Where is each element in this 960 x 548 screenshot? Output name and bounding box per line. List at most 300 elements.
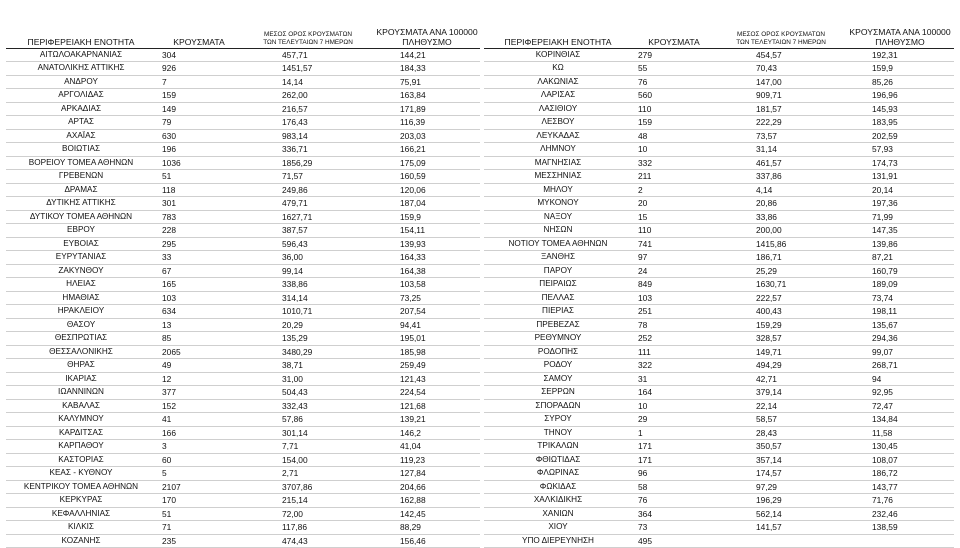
cases-cell: 304 [156,48,242,62]
table-row [6,318,480,332]
average-cell: 337,86 [716,170,846,184]
average-cell: 400,43 [716,305,846,319]
average-cell: 28,43 [716,426,846,440]
region-name-cell: ΡΕΘΥΜΝΟΥ [484,332,632,346]
per-100k-cell: 73,25 [374,291,480,305]
table-row [484,210,954,224]
cases-cell: 67 [156,264,242,278]
average-cell: 314,14 [242,291,374,305]
table-row [484,453,954,467]
region-name-cell: ΣΥΡΟΥ [484,413,632,427]
average-cell: 141,57 [716,521,846,535]
region-name-cell: ΚΑΡΠΑΘΟΥ [6,440,156,454]
region-name-cell: ΑΡΤΑΣ [6,116,156,130]
column-header-cases: ΚΡΟΥΣΜΑΤΑ [156,12,242,48]
region-name-cell: ΗΛΕΙΑΣ [6,278,156,292]
table-row [484,251,954,265]
average-cell: 3480,29 [242,345,374,359]
average-cell: 159,29 [716,318,846,332]
table-row [6,453,480,467]
cases-cell: 29 [632,413,716,427]
table-row [6,129,480,143]
region-name-cell: ΑΡΚΑΔΙΑΣ [6,102,156,116]
average-cell: 379,14 [716,386,846,400]
region-name-cell: ΒΟΡΕΙΟΥ ΤΟΜΕΑ ΑΘΗΝΩΝ [6,156,156,170]
table-row [6,372,480,386]
table-row [484,89,954,103]
per-100k-cell: 103,58 [374,278,480,292]
cases-cell: 85 [156,332,242,346]
header-line: ΤΩΝ ΤΕΛΕΥΤΑΙΩΝ 7 ΗΜΕΡΩΝ [736,38,826,46]
table-row [484,426,954,440]
average-cell: 1010,71 [242,305,374,319]
region-name-cell: ΔΥΤΙΚΗΣ ΑΤΤΙΚΗΣ [6,197,156,211]
average-cell: 479,71 [242,197,374,211]
per-100k-cell: 198,11 [846,305,954,319]
per-100k-cell: 187,04 [374,197,480,211]
average-cell: 1630,71 [716,278,846,292]
per-100k-cell: 85,26 [846,75,954,89]
region-name-cell: ΤΗΝΟΥ [484,426,632,440]
cases-cell: 295 [156,237,242,251]
region-name-cell: ΚΟΡΙΝΘΙΑΣ [484,48,632,62]
region-name-cell: ΞΑΝΘΗΣ [484,251,632,265]
per-100k-cell: 99,07 [846,345,954,359]
region-name-cell: ΑΙΤΩΛΟΑΚΑΡΝΑΝΙΑΣ [6,48,156,62]
table-row [6,170,480,184]
cases-cell: 211 [632,170,716,184]
region-name-cell: ΛΗΜΝΟΥ [484,143,632,157]
region-name-cell: ΑΡΓΟΛΙΔΑΣ [6,89,156,103]
per-100k-cell: 135,67 [846,318,954,332]
average-cell: 58,57 [716,413,846,427]
per-100k-cell: 142,45 [374,507,480,521]
region-name-cell: ΛΑΡΙΣΑΣ [484,89,632,103]
table-row [6,291,480,305]
average-cell: 73,57 [716,129,846,143]
cases-cell: 634 [156,305,242,319]
average-cell: 147,00 [716,75,846,89]
region-name-cell: ΕΥΡΥΤΑΝΙΑΣ [6,251,156,265]
cases-cell: 103 [632,291,716,305]
region-name-cell: ΦΩΚΙΔΑΣ [484,480,632,494]
per-100k-cell: 144,21 [374,48,480,62]
per-100k-cell: 159,9 [374,210,480,224]
cases-cell: 159 [156,89,242,103]
cases-cell: 55 [632,62,716,76]
cases-cell: 322 [632,359,716,373]
per-100k-cell: 147,35 [846,224,954,238]
per-100k-cell: 143,77 [846,480,954,494]
cases-cell: 165 [156,278,242,292]
cases-cell: 73 [632,521,716,535]
region-name-cell: ΤΡΙΚΑΛΩΝ [484,440,632,454]
table-row [484,413,954,427]
region-name-cell: ΘΑΣΟΥ [6,318,156,332]
table-row [484,372,954,386]
average-cell [716,534,846,548]
per-100k-cell: 174,73 [846,156,954,170]
average-cell: 350,57 [716,440,846,454]
region-name-cell: ΦΘΙΩΤΙΔΑΣ [484,453,632,467]
region-name-cell: ΧΙΟΥ [484,521,632,535]
average-cell: 596,43 [242,237,374,251]
average-cell: 504,43 [242,386,374,400]
cases-cell: 110 [632,102,716,116]
average-cell: 909,71 [716,89,846,103]
table-row [484,264,954,278]
per-100k-cell: 164,38 [374,264,480,278]
cases-cell: 171 [632,453,716,467]
region-name-cell: ΣΑΜΟΥ [484,372,632,386]
table-row [6,521,480,535]
region-name-cell: ΒΟΙΩΤΙΑΣ [6,143,156,157]
region-name-cell: ΛΕΥΚΑΔΑΣ [484,129,632,143]
per-100k-cell: 159,9 [846,62,954,76]
region-name-cell: ΑΝΑΤΟΛΙΚΗΣ ΑΤΤΙΚΗΣ [6,62,156,76]
average-cell: 196,29 [716,494,846,508]
average-cell: 222,29 [716,116,846,130]
per-100k-cell: 94 [846,372,954,386]
region-name-cell: ΝΟΤΙΟΥ ΤΟΜΕΑ ΑΘΗΝΩΝ [484,237,632,251]
per-100k-cell: 192,31 [846,48,954,62]
region-name-cell: ΝΑΞΟΥ [484,210,632,224]
average-cell: 457,71 [242,48,374,62]
cases-cell: 33 [156,251,242,265]
per-100k-cell: 94,41 [374,318,480,332]
header-line: ΤΩΝ ΤΕΛΕΥΤΑΙΩΝ 7 ΗΜΕΡΩΝ [263,38,353,46]
average-cell: 57,86 [242,413,374,427]
table-row [6,467,480,481]
region-name-cell: ΥΠΟ ΔΙΕΡΕΥΝΗΣΗ [484,534,632,548]
table-row [484,197,954,211]
column-header-cases: ΚΡΟΥΣΜΑΤΑ [632,12,716,48]
average-cell: 1627,71 [242,210,374,224]
region-name-cell: ΚΕΑΣ - ΚΥΘΝΟΥ [6,467,156,481]
table-row [6,89,480,103]
cases-cell: 301 [156,197,242,211]
cases-cell: 2065 [156,345,242,359]
average-cell: 25,29 [716,264,846,278]
region-name-cell: ΚΕΝΤΡΙΚΟΥ ΤΟΜΕΑ ΑΘΗΝΩΝ [6,480,156,494]
average-cell: 31,14 [716,143,846,157]
average-cell: 4,14 [716,183,846,197]
average-cell: 336,71 [242,143,374,157]
per-100k-cell: 207,54 [374,305,480,319]
average-cell: 149,71 [716,345,846,359]
per-100k-cell: 183,95 [846,116,954,130]
table-row [6,426,480,440]
average-cell: 332,43 [242,399,374,413]
average-cell: 36,00 [242,251,374,265]
average-cell: 99,14 [242,264,374,278]
cases-cell: 279 [632,48,716,62]
average-cell: 174,57 [716,467,846,481]
per-100k-cell: 203,03 [374,129,480,143]
table-row [484,318,954,332]
region-name-cell: ΚΕΡΚΥΡΑΣ [6,494,156,508]
region-name-cell: ΚΑΡΔΙΤΣΑΣ [6,426,156,440]
header-line: ΚΡΟΥΣΜΑΤΑ ΑΝΑ 100000 [376,26,478,37]
cases-cell: 78 [632,318,716,332]
column-header-region: ΠΕΡΙΦΕΡΕΙΑΚΗ ΕΝΟΤΗΤΑ [6,12,156,48]
region-name-cell: ΛΑΚΩΝΙΑΣ [484,75,632,89]
cases-cell: 2107 [156,480,242,494]
column-header-7day-average [242,12,374,48]
average-cell: 1856,29 [242,156,374,170]
average-cell: 200,00 [716,224,846,238]
column-header-region: ΠΕΡΙΦΕΡΕΙΑΚΗ ΕΝΟΤΗΤΑ [484,12,632,48]
average-cell: 42,71 [716,372,846,386]
cases-cell: 111 [632,345,716,359]
table-row [6,480,480,494]
per-100k-cell: 57,93 [846,143,954,157]
region-name-cell: ΝΗΣΩΝ [484,224,632,238]
region-name-cell: ΚΑΛΥΜΝΟΥ [6,413,156,427]
per-100k-cell: 71,76 [846,494,954,508]
average-cell: 3707,86 [242,480,374,494]
per-100k-cell: 197,36 [846,197,954,211]
per-100k-cell: 154,11 [374,224,480,238]
average-cell: 301,14 [242,426,374,440]
cases-cell: 2 [632,183,716,197]
cases-cell: 118 [156,183,242,197]
region-name-cell: ΚΑΣΤΟΡΙΑΣ [6,453,156,467]
region-name-cell: ΠΡΕΒΕΖΑΣ [484,318,632,332]
average-cell: 33,86 [716,210,846,224]
per-100k-cell: 160,59 [374,170,480,184]
cases-cell: 7 [156,75,242,89]
average-cell: 2,71 [242,467,374,481]
average-cell: 14,14 [242,75,374,89]
cases-cell: 51 [156,507,242,521]
cases-cell: 97 [632,251,716,265]
per-100k-cell: 146,2 [374,426,480,440]
region-name-cell: ΜΗΛΟΥ [484,183,632,197]
average-cell: 20,86 [716,197,846,211]
cases-cell: 3 [156,440,242,454]
header-row [484,12,954,48]
average-cell: 181,57 [716,102,846,116]
per-100k-cell: 164,33 [374,251,480,265]
cases-cell: 96 [632,467,716,481]
table-row [484,345,954,359]
cases-cell: 76 [632,75,716,89]
table-row [6,143,480,157]
per-100k-cell: 92,95 [846,386,954,400]
region-name-cell: ΜΥΚΟΝΟΥ [484,197,632,211]
per-100k-cell [846,534,954,548]
column-header-7day-average [716,12,846,48]
header-line: ΠΛΗΘΥΣΜΟ [402,36,452,47]
region-name-cell: ΗΡΑΚΛΕΙΟΥ [6,305,156,319]
table-row [6,183,480,197]
cases-cell: 24 [632,264,716,278]
region-name-cell: ΚΩ [484,62,632,76]
average-cell: 71,57 [242,170,374,184]
average-cell: 31,00 [242,372,374,386]
cases-cell: 58 [632,480,716,494]
table-body-right [484,48,954,548]
table-row [484,332,954,346]
cases-cell: 364 [632,507,716,521]
region-name-cell: ΚΕΦΑΛΛΗΝΙΑΣ [6,507,156,521]
table-row [484,48,954,62]
cases-table-left [6,12,480,548]
table-row [484,129,954,143]
average-cell: 97,29 [716,480,846,494]
table-row [6,251,480,265]
cases-cell: 110 [632,224,716,238]
average-cell: 328,57 [716,332,846,346]
region-name-cell: ΘΕΣΣΑΛΟΝΙΚΗΣ [6,345,156,359]
cases-cell: 235 [156,534,242,548]
per-100k-cell: 73,74 [846,291,954,305]
cases-cell: 171 [632,440,716,454]
average-cell: 72,00 [242,507,374,521]
average-cell: 216,57 [242,102,374,116]
region-name-cell: ΠΑΡΟΥ [484,264,632,278]
per-100k-cell: 196,96 [846,89,954,103]
cases-cell: 1036 [156,156,242,170]
table-row [6,413,480,427]
cases-cell: 41 [156,413,242,427]
average-cell: 1451,57 [242,62,374,76]
table-row [484,467,954,481]
cases-cell: 1 [632,426,716,440]
average-cell: 222,57 [716,291,846,305]
per-100k-cell: 294,36 [846,332,954,346]
table-row [6,494,480,508]
cases-cell: 152 [156,399,242,413]
per-100k-cell: 120,06 [374,183,480,197]
cases-cell: 71 [156,521,242,535]
per-100k-cell: 121,43 [374,372,480,386]
per-100k-cell: 184,33 [374,62,480,76]
average-cell: 461,57 [716,156,846,170]
table-row [484,102,954,116]
header-line: ΜΕΣΟΣ ΟΡΟΣ ΚΡΟΥΣΜΑΤΩΝ [264,30,352,38]
average-cell: 176,43 [242,116,374,130]
average-cell: 338,86 [242,278,374,292]
table-row [6,332,480,346]
table-row [484,156,954,170]
average-cell: 38,71 [242,359,374,373]
per-100k-cell: 139,93 [374,237,480,251]
per-100k-cell: 87,21 [846,251,954,265]
table-row [6,210,480,224]
per-100k-cell: 259,49 [374,359,480,373]
region-name-cell: ΔΥΤΙΚΟΥ ΤΟΜΕΑ ΑΘΗΝΩΝ [6,210,156,224]
average-cell: 135,29 [242,332,374,346]
average-cell: 262,00 [242,89,374,103]
region-name-cell: ΙΚΑΡΙΑΣ [6,372,156,386]
region-name-cell: ΠΕΛΛΑΣ [484,291,632,305]
cases-cell: 783 [156,210,242,224]
cases-cell: 76 [632,494,716,508]
region-name-cell: ΧΑΛΚΙΔΙΚΗΣ [484,494,632,508]
average-cell: 357,14 [716,453,846,467]
region-name-cell: ΛΕΣΒΟΥ [484,116,632,130]
average-cell: 454,57 [716,48,846,62]
per-100k-cell: 156,46 [374,534,480,548]
table-row [484,305,954,319]
average-cell: 215,14 [242,494,374,508]
average-cell: 494,29 [716,359,846,373]
table-row [484,521,954,535]
average-cell: 186,71 [716,251,846,265]
average-cell: 562,14 [716,507,846,521]
region-name-cell: ΚΙΛΚΙΣ [6,521,156,535]
table-row [484,143,954,157]
average-cell: 20,29 [242,318,374,332]
cases-cell: 12 [156,372,242,386]
table-row [6,75,480,89]
per-100k-cell: 139,21 [374,413,480,427]
column-header-cases-per-100k [846,12,954,48]
region-name-cell: ΑΝΔΡΟΥ [6,75,156,89]
region-name-cell: ΡΟΔΟΥ [484,359,632,373]
table-row [484,507,954,521]
table-row [484,386,954,400]
cases-cell: 60 [156,453,242,467]
per-100k-cell: 185,98 [374,345,480,359]
cases-cell: 79 [156,116,242,130]
region-name-cell: ΡΟΔΟΠΗΣ [484,345,632,359]
cases-cell: 5 [156,467,242,481]
per-100k-cell: 268,71 [846,359,954,373]
table-row [484,399,954,413]
header-line: ΠΛΗΘΥΣΜΟ [875,36,925,47]
table-row [484,116,954,130]
table-row [484,170,954,184]
cases-cell: 159 [632,116,716,130]
table-row [484,224,954,238]
per-100k-cell: 127,84 [374,467,480,481]
average-cell: 1415,86 [716,237,846,251]
table-row [6,507,480,521]
per-100k-cell: 11,58 [846,426,954,440]
per-100k-cell: 72,47 [846,399,954,413]
table-row [6,237,480,251]
cases-cell: 49 [156,359,242,373]
region-name-cell: ΙΩΑΝΝΙΝΩΝ [6,386,156,400]
per-100k-cell: 121,68 [374,399,480,413]
table-row [484,440,954,454]
average-cell: 387,57 [242,224,374,238]
cases-cell: 51 [156,170,242,184]
per-100k-cell: 163,84 [374,89,480,103]
per-100k-cell: 134,84 [846,413,954,427]
cases-cell: 228 [156,224,242,238]
per-100k-cell: 138,59 [846,521,954,535]
per-100k-cell: 119,23 [374,453,480,467]
table-row [6,399,480,413]
region-name-cell: ΠΕΙΡΑΙΩΣ [484,278,632,292]
region-name-cell: ΚΟΖΑΝΗΣ [6,534,156,548]
per-100k-cell: 160,79 [846,264,954,278]
average-cell: 983,14 [242,129,374,143]
per-100k-cell: 195,01 [374,332,480,346]
cases-cell: 13 [156,318,242,332]
per-100k-cell: 186,72 [846,467,954,481]
table-row [484,278,954,292]
table-body-left [6,48,480,548]
table-row [484,534,954,548]
header-row [6,12,480,48]
cases-cell: 849 [632,278,716,292]
average-cell: 474,43 [242,534,374,548]
